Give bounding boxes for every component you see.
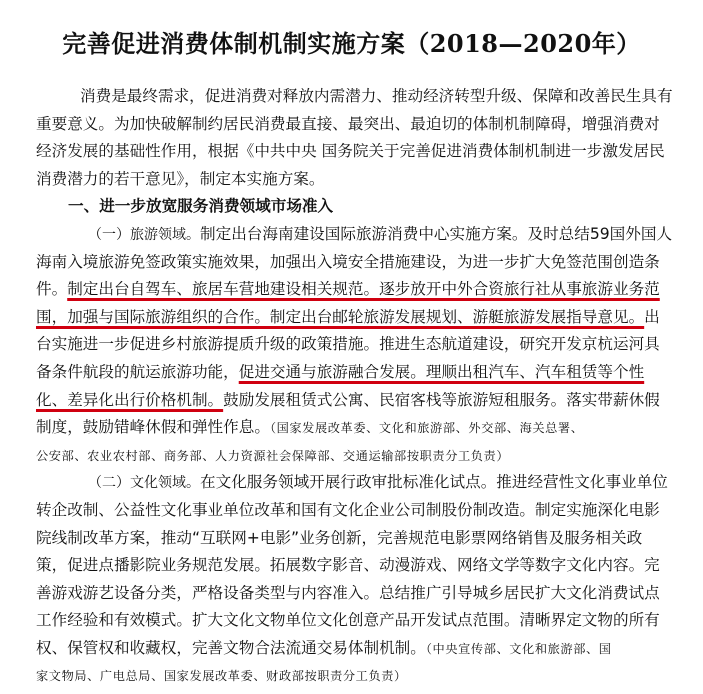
responsibility-note: 家文物局、广电总局、国家发展改革委、财政部按职责分工负责） — [36, 669, 407, 684]
text-segment: 工作经验和有效模式。扩大文化文物单位文化创意产品开发试点范围。清晰界定文物的所有 — [36, 611, 660, 630]
text-line — [36, 580, 688, 608]
text-segment: 文化领域。 — [130, 475, 200, 492]
underlined-text: 围，加强与国际旅游组织的合作。制定出台邮轮旅游发展规划、游艇旅游发展指导意见。 — [36, 307, 645, 326]
document-title: 完善促进消费体制机制实施方案（2018—2020年） — [62, 29, 641, 58]
text-line — [36, 414, 688, 442]
text-segment: 重要意义。为加快破解制约居民消费最直接、最突出、最迫切的体制机制障碍，增强消费对 — [36, 114, 660, 133]
responsibility-note: （国家发展改革委、文化和旅游部、外交部、海关总署、 — [269, 421, 584, 436]
text-line — [36, 221, 688, 249]
text-segment: 件。 — [36, 280, 68, 299]
text-segment: 备条件航段的航运旅游功能， — [36, 362, 239, 381]
section-heading — [36, 193, 688, 221]
text-line — [36, 662, 688, 690]
text-segment: 善游戏游艺设备分类，严格设备类型与内容准入。总结推广引导城乡居民扩大文化消费试点 — [36, 583, 660, 602]
text-segment: 制定出台海南建设国际旅游消费中心实施方案。及时总结59国外国人 — [200, 224, 673, 243]
text-line — [36, 111, 688, 139]
text-segment: 制度，鼓励错峰休假和弹性作息。 — [36, 418, 270, 437]
text-segment: 院线制改革方案，推动“互联网+电影”业务创新，完善规范电影票网络销售及服务相关政 — [36, 528, 643, 547]
text-segment: 转企改制、公益性文化事业单位改革和国有文化企业公司制股份制改造。制定实施深化电影 — [36, 500, 660, 519]
text-line — [36, 497, 688, 525]
text-line — [36, 359, 688, 387]
text-segment: 经济发展的基础性作用，根据《中共中央 国务院关于完善促进消费体制机制进一步激发居民 — [36, 142, 665, 161]
underlined-text: 促进交通与旅游融合发展。理顺出租汽车、汽车租赁等个性 — [238, 362, 645, 381]
responsibility-note: （中央宣传部、文化和旅游部、国 — [425, 641, 612, 656]
text-line — [36, 635, 688, 663]
text-line — [36, 249, 688, 277]
text-line — [36, 166, 688, 194]
text-segment: （一） — [88, 226, 130, 243]
text-line — [36, 525, 688, 553]
text-segment: 消费潜力的若干意见》，制定本实施方案。 — [36, 169, 325, 188]
text-segment: 海南入境旅游免签政策实施效果，加强出入境安全措施建设，为进一步扩大免签范围创造条 — [36, 252, 660, 271]
text-line — [36, 442, 688, 470]
text-line — [36, 607, 688, 635]
underlined-text: 制定出台自驾车、旅居车营地建设相关规范。逐步放开中外合资旅行社从事旅游业务范 — [67, 280, 660, 299]
text-segment: （二） — [88, 475, 130, 492]
text-segment: 权、保管权和收藏权，完善文物合法流通交易体制机制。 — [36, 638, 426, 657]
text-segment: 一、进一步放宽服务消费领域市场准入 — [68, 197, 334, 216]
underlined-text: 化、差异化出行价格机制。 — [36, 390, 224, 409]
text-segment: 出 — [644, 307, 660, 326]
text-segment: 在文化服务领域开展行政审批标准化试点。推进经营性文化事业单位 — [200, 473, 668, 492]
text-line — [36, 138, 688, 166]
text-line — [36, 387, 688, 415]
text-line — [36, 552, 688, 580]
text-line — [36, 469, 688, 497]
text-segment: 台实施进一步促进乡村旅游提质升级的政策措施。推进生态航道建设，研究开发京杭运河具 — [36, 335, 660, 354]
text-line — [36, 276, 688, 304]
text-line — [36, 331, 688, 359]
document-body — [36, 83, 688, 690]
text-line — [36, 83, 688, 111]
text-segment: 鼓励发展租赁式公寓、民宿客栈等旅游短租服务。落实带薪休假 — [223, 390, 660, 409]
text-segment: 消费是最终需求，促进消费对释放内需潜力、推动经济转型升级、保障和改善民生具有 — [80, 87, 673, 105]
text-segment: 旅游领域。 — [130, 226, 200, 243]
text-segment: 策，促进点播影院业务规范发展。拓展数字影音、动漫游戏、网络文学等数字文化内容。完 — [36, 556, 660, 575]
text-line — [36, 304, 688, 332]
responsibility-note: 公安部、农业农村部、商务部、人力资源社会保障部、交通运输部按职责分工负责） — [36, 448, 510, 463]
